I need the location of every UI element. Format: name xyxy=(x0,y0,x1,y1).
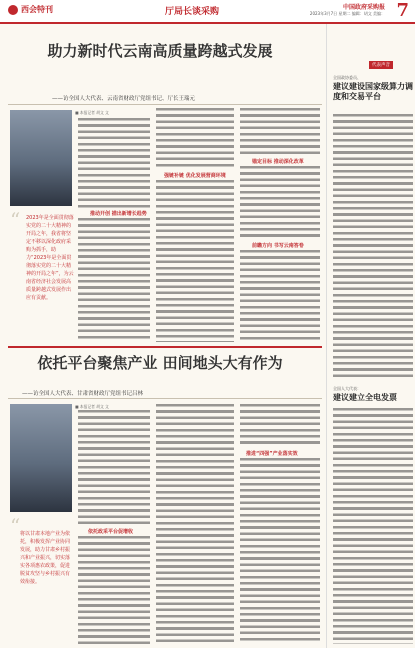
column-name: 厅局长谈采购 xyxy=(165,7,220,17)
sidebar xyxy=(326,24,415,648)
photo-caption: ■ 本报记者 胡文 文 xyxy=(75,110,109,115)
issue-meta: 2023年3月7日 星期二 编辑：胡文 美编： xyxy=(309,11,385,16)
sidebar-item2-title: 建议建立全电发票 xyxy=(333,393,397,402)
divider xyxy=(8,398,322,399)
sidebar-tag: 代表声音 xyxy=(369,61,393,69)
section-head: 强链补链 优化发展营商环境 xyxy=(164,173,226,179)
article2-column-3b xyxy=(240,458,320,644)
article1-column-1 xyxy=(78,118,150,208)
pull-quote: 2023年是全面贯彻落实党的二十大精神的开局之年，我省将坚定不移以深化政府采购为抓手，助力“2023年是全面贯彻落实党的二十大精神的开局之年”，为云南省经济社会发展高质量跨越式发展作出应有贡献。 xyxy=(26,215,74,301)
article2-column-1 xyxy=(78,410,150,526)
sidebar-item1-title: 建议建设国家级算力调度和交易平台 xyxy=(333,82,413,101)
article1-column-1b xyxy=(78,218,150,342)
section-head: 锚定目标 推动深化改革 xyxy=(252,159,304,165)
page-header xyxy=(0,0,415,24)
article1-column-2 xyxy=(156,108,234,170)
sidebar-item2-body xyxy=(333,408,413,644)
section-head: 推进“四强”产业落实效 xyxy=(246,451,298,457)
article2-column-1b xyxy=(78,536,150,644)
sidebar-item2-lead: 全国人大代表： xyxy=(333,386,361,391)
quote-mark-icon: “ xyxy=(10,514,21,538)
logo-text: 西会特刊 xyxy=(21,5,53,14)
article1-column-3 xyxy=(240,108,320,154)
article2-column-2 xyxy=(156,404,234,644)
article2-title: 依托平台聚焦产业 田间地头大有作为 xyxy=(37,354,283,372)
article1-column-3c xyxy=(240,250,320,342)
portrait-photo-lv xyxy=(10,404,72,512)
photo-caption: ■ 本报记者 胡文 文 xyxy=(75,404,109,409)
article1-column-3b xyxy=(240,166,320,240)
article2-subtitle: ——访全国人大代表、甘肃省财政厅党组书记吕林 xyxy=(22,391,144,397)
article-separator xyxy=(8,346,322,348)
section-head: 前瞻方向 书写云南答卷 xyxy=(252,243,304,249)
page-number: 7 xyxy=(396,0,409,21)
article1-title: 助力新时代云南高质量跨越式发展 xyxy=(47,42,273,60)
emblem-icon xyxy=(8,5,18,15)
article1-subtitle: ——访全国人大代表、云南省财政厅党组书记、厅长王瑞元 xyxy=(52,96,196,102)
quote-mark-icon: “ xyxy=(10,208,21,232)
divider xyxy=(8,104,322,105)
sidebar-item1-lead: 全国政协委员、 xyxy=(333,75,361,80)
portrait-photo-wang xyxy=(10,110,72,206)
paper-name: 中国政府采购报 xyxy=(342,4,385,11)
article1-column-2b xyxy=(156,180,234,342)
section-head: 推动开创 描出新增长趋势 xyxy=(90,211,147,217)
pull-quote: 将以甘肃本地产业为依托，积极发挥产业协同发展，助力甘肃乡村振兴和产业振兴，切实落实各项惠农政策，促进脱贫攻坚与乡村振兴有效衔接。 xyxy=(20,531,71,585)
newspaper-logo xyxy=(8,4,53,15)
section-head: 依托政采平台促增收 xyxy=(88,529,134,535)
sidebar-item1-body xyxy=(333,114,413,380)
article2-column-3 xyxy=(240,404,320,446)
